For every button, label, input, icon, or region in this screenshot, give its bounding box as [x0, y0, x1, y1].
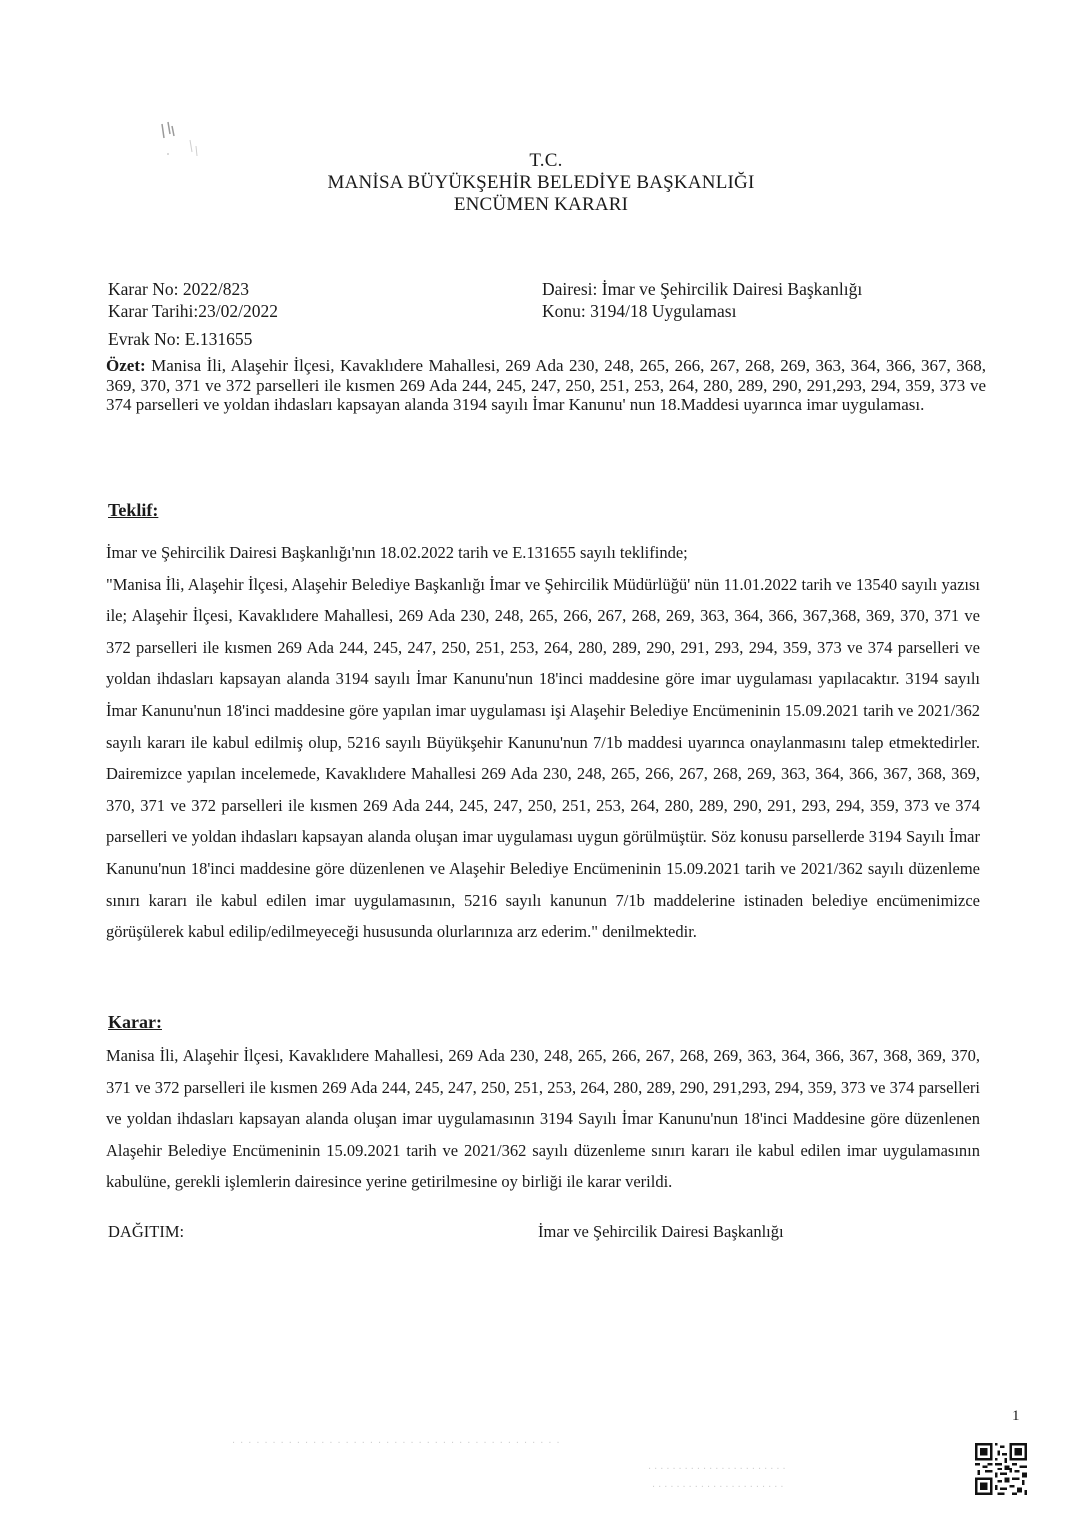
meta-right: [542, 278, 862, 322]
karar-no: Karar No: 2022/823: [108, 279, 249, 299]
qr-code-icon: [975, 1443, 1027, 1495]
karar-tarihi: Karar Tarihi:23/02/2022: [108, 301, 279, 321]
faint-footer-text: . . . . . . . . . . . . . . . . . . . . . . . . . . . . . . . . . . . . . . . . .: [232, 1434, 561, 1446]
summary: [106, 356, 986, 415]
proposal-intro: İmar ve Şehircilik Dairesi Başkanlığı'nın 18.02.2022 tarih ve E.131655 sayılı teklifinde;: [106, 543, 688, 562]
document-header: [0, 150, 1082, 216]
header-institution: MANİSA BÜYÜKŞEHİR BELEDİYE BAŞKANLIĞI: [327, 172, 755, 193]
summary-label: Özet:: [106, 356, 146, 375]
meta-left: [108, 278, 278, 350]
proposal-title: Teklif:: [108, 500, 159, 520]
proposal-text: "Manisa İli, Alaşehir İlçesi, Alaşehir Belediye Başkanlığı İmar ve Şehircilik Müdürlüğü' nün 11.01.2022 tarih ve 13540 sayılı yazısı ile; Alaşehir İlçesi, Kavaklıdere Mahallesi, 269 Ada 230, 248, 265, 266, 267, 268, 269, 363, 364, 366, 367,368, 369, 370, 371 ve 372 parselleri ile kısmen 269 Ada 244, 245, 247, 250, 251, 253, 264, 280, 289, 290, 291, 293, 294, 359, 373 ve 374 parselleri ve yoldan ihdasları kapsayan alanda 3194 sayılı İmar Kanunu'nun 18'inci maddesine göre imar uygulaması yapılacaktır. 3194 sayılı İmar Kanunu'nun 18'inci maddesine göre yapılan imar uygulaması işi Alaşehir Belediye Encümeninin 15.09.2021 tarih ve 2021/362 sayılı kararı ile kabul edilmiş olup, 5216 sayılı Büyükşehir Kanunu'nun 7/1b maddesi uyarınca onaylanmasını talep etmektedirler. Dairemizce yapılan incelemede, Kavaklıdere Mahallesi 269 Ada 230, 248, 265, 266, 267, 268, 269, 363, 364, 366, 367, 368, 369, 370, 371 ve 372 parselleri ile kısmen 269 Ada 244, 245, 247, 250, 251, 253, 264, 280, 289, 290, 291, 293, 294, 359, 373 ve 374 parselleri ve yoldan ihdasları kapsayan alanda oluşan imar uygulaması uygun görülmüştür. Söz konusu parsellerde 3194 Sayılı İmar Kanunu'nun 18'inci maddesine göre düzenlenen ve Alaşehir Belediye Encümeninin 15.09.2021 tarih ve 2021/362 sayılı düzenleme sınırı kararı ile kabul edilen imar uygulamasının, 5216 sayılı kanunun 7/1b maddelerine istinaden belediye encümenimizce görüşülerek kabul edilip/edilmeyeceği hususunda olurlarınıza arz ederim." denilmektedir.: [106, 574, 980, 942]
faint-footer-text-2: . . . . . . . . . . . . . . . . . . . . . . .: [648, 1460, 786, 1472]
page-number: 1: [1012, 1408, 1020, 1424]
faint-footer-text-3: . . . . . . . . . . . . . . . . . . . . . .: [652, 1478, 784, 1490]
header-doc-type: ENCÜMEN KARARI: [453, 194, 629, 215]
header-tc: T.C.: [529, 150, 563, 171]
dairesi: Dairesi: İmar ve Şehircilik Dairesi Başkanlığı: [542, 279, 863, 299]
decision-text: Manisa İli, Alaşehir İlçesi, Kavaklıdere Mahallesi, 269 Ada 230, 248, 265, 266, 267, 268, 269, 363, 364, 366, 367, 368, 369, 370, 371 ve 372 parselleri ile kısmen 269 Ada 244, 245, 247, 250, 251, 253, 264, 280, 289, 290, 291,293, 294, 359, 373 ve 374 parselleri ve yoldan ihdasları kapsayan alanda oluşan imar uygulamasının 3194 Sayılı İmar Kanunu'nun 18'inci Maddesine göre düzenlenen Alaşehir Belediye Encümeninin 15.09.2021 tarih ve 2021/362 sayılı düzenleme sınırı kararı ile kabul edilen imar uygulamasının kabulüne, gerekli işlemlerin dairesince yerine getirilmesine oy birliği ile karar verildi.: [106, 1046, 980, 1192]
proposal-body: [106, 537, 980, 948]
summary-text: Manisa İli, Alaşehir İlçesi, Kavaklıdere Mahallesi, 269 Ada 230, 248, 265, 266, 267, 268, 269, 363, 364, 366, 367, 368, 369, 370, 371 ve 372 parselleri ile kısmen 269 Ada 244, 245, 247, 250, 251, 253, 264, 280, 289, 290, 291,293, 294, 359, 373 ve 374 parselleri ve yoldan ihdasları kapsayan alanda 3194 sayılı İmar Kanunu' nun 18.Maddesi uyarınca imar uygulaması.: [106, 356, 986, 414]
distribution-label: DAĞITIM:: [108, 1222, 185, 1241]
decision-title: Karar:: [108, 1012, 162, 1032]
decision-body: [106, 1040, 980, 1198]
distribution-recipient: İmar ve Şehircilik Dairesi Başkanlığı: [538, 1222, 784, 1241]
evrak-no: Evrak No: E.131655: [108, 329, 253, 349]
konu: Konu: 3194/18 Uygulaması: [542, 301, 737, 321]
